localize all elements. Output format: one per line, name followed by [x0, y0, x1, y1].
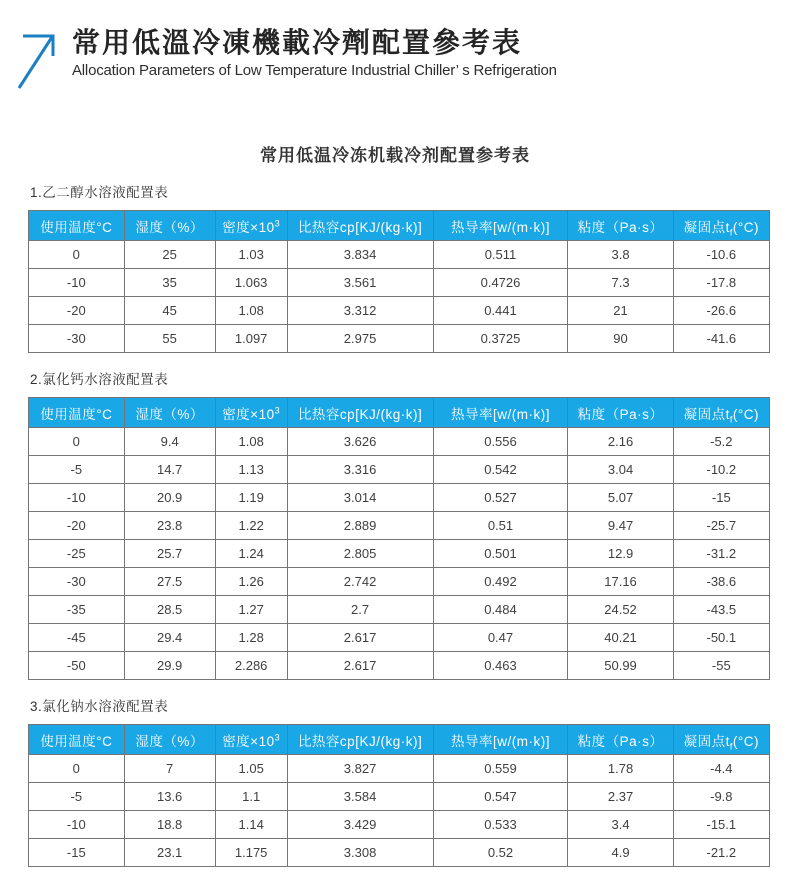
table-cell: 3.827 [287, 755, 433, 783]
table-cell: 3.584 [287, 783, 433, 811]
table-cell: 1.78 [568, 755, 673, 783]
table-cell: 23.8 [124, 512, 215, 540]
table-cell: 3.626 [287, 428, 433, 456]
table-cell: 1.063 [215, 269, 287, 297]
table-cell: -43.5 [673, 596, 769, 624]
table-cell: 45 [124, 297, 215, 325]
brand-header [0, 0, 790, 97]
table-cell: 0 [29, 428, 125, 456]
section-sodium-chloride [0, 695, 790, 867]
table-cell: 1.27 [215, 596, 287, 624]
table-cell: -35 [29, 596, 125, 624]
table-cell: -55 [673, 652, 769, 680]
section-ethylene-glycol [0, 181, 790, 353]
table-cell: 23.1 [124, 839, 215, 867]
data-table [28, 397, 770, 680]
table-row [29, 512, 770, 540]
column-header: 湿度（%） [124, 725, 215, 755]
table-cell: 29.9 [124, 652, 215, 680]
table-row [29, 241, 770, 269]
column-header: 凝固点$t_f(^\circ C)$ [673, 211, 769, 241]
table-cell: 0.51 [433, 512, 568, 540]
table-cell: 0.4726 [433, 269, 568, 297]
table-cell: 3.429 [287, 811, 433, 839]
column-header: 热导率[w/(m·k)] [433, 211, 568, 241]
section-label: 2.氯化钙水溶液配置表 [30, 372, 169, 387]
table-cell: 1.1 [215, 783, 287, 811]
header-row [29, 211, 770, 241]
table-cell: 1.22 [215, 512, 287, 540]
table-cell: 0.441 [433, 297, 568, 325]
data-table [28, 724, 770, 867]
table-cell: 28.5 [124, 596, 215, 624]
table-row [29, 755, 770, 783]
table-cell: 2.7 [287, 596, 433, 624]
table-cell: 2.742 [287, 568, 433, 596]
column-header: 密度$\times 10^3$ [215, 211, 287, 241]
table-cell: -15 [29, 839, 125, 867]
table-cell: 0.556 [433, 428, 568, 456]
column-header: 比热容cp[KJ/(kg·k)] [287, 211, 433, 241]
brand-subtitle: Allocation Parameters of Low Temperature Industrial Chiller’ s Refrigeration [72, 62, 557, 80]
table-cell: 1.28 [215, 624, 287, 652]
table-row [29, 484, 770, 512]
table-cell: 40.21 [568, 624, 673, 652]
table-cell: 0.511 [433, 241, 568, 269]
table-cell: -10.2 [673, 456, 769, 484]
table-cell: 25 [124, 241, 215, 269]
table-cell: -31.2 [673, 540, 769, 568]
table-cell: 2.805 [287, 540, 433, 568]
table-cell: 3.04 [568, 456, 673, 484]
table-cell: 9.4 [124, 428, 215, 456]
table-cell: 4.9 [568, 839, 673, 867]
table-cell: -10 [29, 269, 125, 297]
table-cell: 1.14 [215, 811, 287, 839]
section-calcium-chloride [0, 368, 790, 680]
table-cell: 2.37 [568, 783, 673, 811]
table-cell: 50.99 [568, 652, 673, 680]
table-cell: 35 [124, 269, 215, 297]
column-header: 湿度（%） [124, 211, 215, 241]
table-cell: 2.617 [287, 652, 433, 680]
table-cell: 5.07 [568, 484, 673, 512]
column-header: 粘度（Pa·s） [568, 211, 673, 241]
table-cell: 0.47 [433, 624, 568, 652]
table-row [29, 811, 770, 839]
table-cell: -17.8 [673, 269, 769, 297]
table-cell: -15.1 [673, 811, 769, 839]
table-cell: 3.4 [568, 811, 673, 839]
table-cell: 0.542 [433, 456, 568, 484]
table-cell: -50 [29, 652, 125, 680]
table-cell: 1.097 [215, 325, 287, 353]
table-row [29, 596, 770, 624]
table-cell: 3.014 [287, 484, 433, 512]
table-row [29, 568, 770, 596]
column-header: 密度$\times 10^3$ [215, 725, 287, 755]
arrow-up-right-icon [15, 30, 59, 97]
table-cell: 0.52 [433, 839, 568, 867]
table-cell: 20.9 [124, 484, 215, 512]
table-cell: 2.286 [215, 652, 287, 680]
table-cell: 0.492 [433, 568, 568, 596]
column-header: 密度$\times 10^3$ [215, 398, 287, 428]
table-cell: 1.175 [215, 839, 287, 867]
table-cell: -15 [673, 484, 769, 512]
column-header: 粘度（Pa·s） [568, 398, 673, 428]
table-cell: 0.484 [433, 596, 568, 624]
table-cell: 3.316 [287, 456, 433, 484]
table-cell: -9.8 [673, 783, 769, 811]
table-cell: 17.16 [568, 568, 673, 596]
table-cell: 21 [568, 297, 673, 325]
table-row [29, 325, 770, 353]
table-cell: -5 [29, 456, 125, 484]
section-label: 1.乙二醇水溶液配置表 [30, 185, 169, 200]
table-cell: 0.3725 [433, 325, 568, 353]
table-cell: 2.617 [287, 624, 433, 652]
table-cell: -10 [29, 484, 125, 512]
table-cell: 14.7 [124, 456, 215, 484]
header-row [29, 398, 770, 428]
table-cell: 0.501 [433, 540, 568, 568]
table-row [29, 297, 770, 325]
table-row [29, 624, 770, 652]
table-cell: 2.16 [568, 428, 673, 456]
table-cell: 1.13 [215, 456, 287, 484]
table-cell: 3.834 [287, 241, 433, 269]
table-cell: 13.6 [124, 783, 215, 811]
table-cell: 9.47 [568, 512, 673, 540]
column-header: 湿度（%） [124, 398, 215, 428]
column-header: 使用温度°C [29, 725, 125, 755]
table-cell: 2.975 [287, 325, 433, 353]
brand-title: 常用低溫冷凍機載冷劑配置參考表 [72, 27, 523, 58]
table-cell: 0.463 [433, 652, 568, 680]
data-table [28, 210, 770, 353]
table-cell: 29.4 [124, 624, 215, 652]
table-cell: 0 [29, 755, 125, 783]
column-header: 比热容cp[KJ/(kg·k)] [287, 398, 433, 428]
table-cell: 18.8 [124, 811, 215, 839]
table-cell: -45 [29, 624, 125, 652]
doc-title: 常用低温冷冻机载冷剂配置参考表 [260, 146, 530, 165]
table-row [29, 839, 770, 867]
table-cell: 3.8 [568, 241, 673, 269]
table-cell: 1.19 [215, 484, 287, 512]
table-cell: 1.08 [215, 428, 287, 456]
column-header: 热导率[w/(m·k)] [433, 398, 568, 428]
table-cell: -5 [29, 783, 125, 811]
table-cell: 55 [124, 325, 215, 353]
table-cell: 3.312 [287, 297, 433, 325]
table-cell: -21.2 [673, 839, 769, 867]
table-cell: 0.547 [433, 783, 568, 811]
table-cell: 0.559 [433, 755, 568, 783]
brand-text [72, 27, 557, 79]
table-cell: 0.533 [433, 811, 568, 839]
table-cell: -41.6 [673, 325, 769, 353]
column-header: 粘度（Pa·s） [568, 725, 673, 755]
table-cell: -26.6 [673, 297, 769, 325]
table-cell: 1.05 [215, 755, 287, 783]
table-cell: -20 [29, 297, 125, 325]
table-cell: 0.527 [433, 484, 568, 512]
table-cell: -20 [29, 512, 125, 540]
table-cell: -4.4 [673, 755, 769, 783]
table-cell: 1.08 [215, 297, 287, 325]
table-cell: -5.2 [673, 428, 769, 456]
table-row [29, 652, 770, 680]
table-cell: 3.561 [287, 269, 433, 297]
table-cell: 12.9 [568, 540, 673, 568]
table-cell: 1.26 [215, 568, 287, 596]
table-row [29, 783, 770, 811]
table-cell: 7.3 [568, 269, 673, 297]
table-cell: -25 [29, 540, 125, 568]
table-cell: -10 [29, 811, 125, 839]
table-cell: 24.52 [568, 596, 673, 624]
column-header: 比热容cp[KJ/(kg·k)] [287, 725, 433, 755]
table-cell: 0 [29, 241, 125, 269]
section-label: 3.氯化钠水溶液配置表 [30, 699, 169, 714]
table-cell: -30 [29, 568, 125, 596]
table-cell: -30 [29, 325, 125, 353]
table-cell: 3.308 [287, 839, 433, 867]
table-row [29, 269, 770, 297]
table-cell: 1.03 [215, 241, 287, 269]
table-cell: 2.889 [287, 512, 433, 540]
table-cell: 1.24 [215, 540, 287, 568]
column-header: 凝固点$t_f(^\circ C)$ [673, 725, 769, 755]
table-cell: -50.1 [673, 624, 769, 652]
table-cell: 25.7 [124, 540, 215, 568]
table-cell: -38.6 [673, 568, 769, 596]
table-cell: 27.5 [124, 568, 215, 596]
column-header: 使用温度°C [29, 211, 125, 241]
table-row [29, 456, 770, 484]
column-header: 凝固点$t_f(^\circ C)$ [673, 398, 769, 428]
table-cell: -10.6 [673, 241, 769, 269]
table-cell: 90 [568, 325, 673, 353]
table-row [29, 428, 770, 456]
table-cell: 7 [124, 755, 215, 783]
table-cell: -25.7 [673, 512, 769, 540]
table-row [29, 540, 770, 568]
column-header: 使用温度°C [29, 398, 125, 428]
column-header: 热导率[w/(m·k)] [433, 725, 568, 755]
header-row [29, 725, 770, 755]
